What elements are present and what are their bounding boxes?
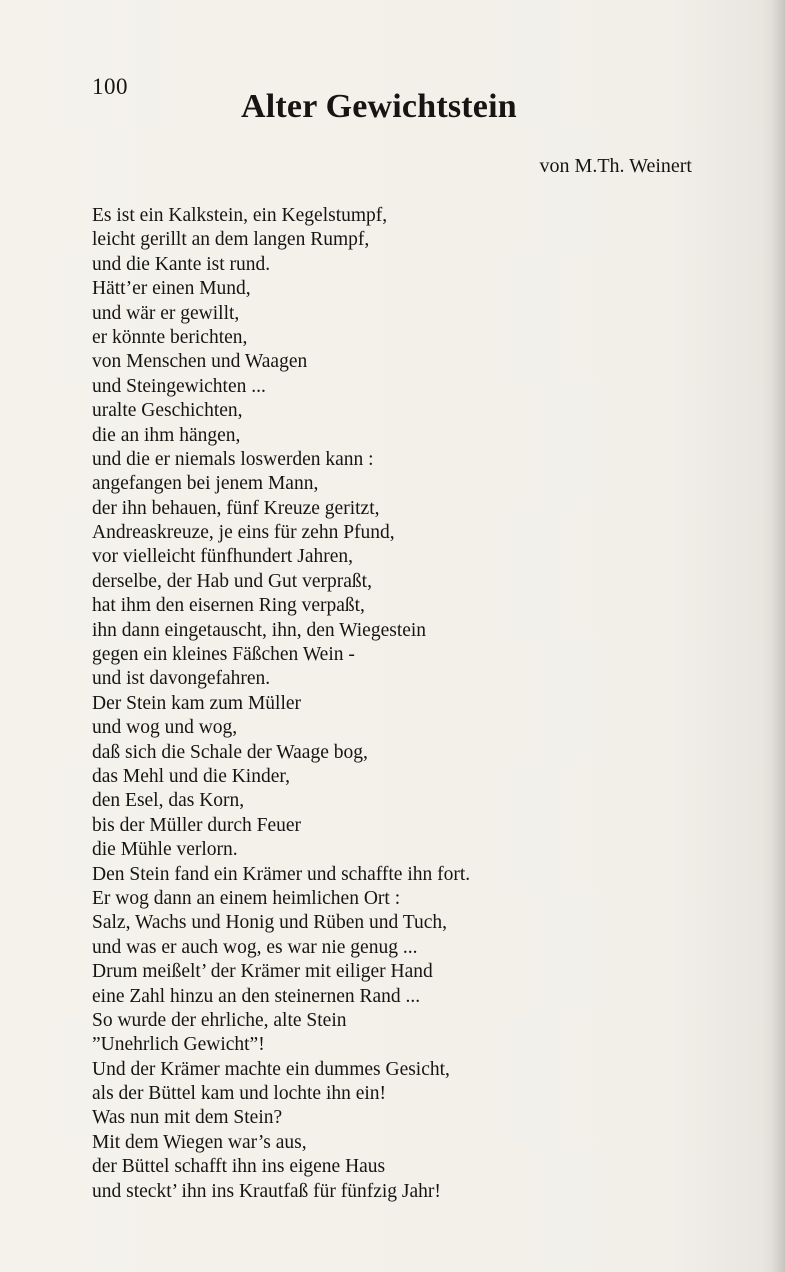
poem-line: die an ihm hängen,: [92, 424, 241, 446]
poem-line: und steckt’ ihn ins Krautfaß für fünfzig Jahr!: [92, 1180, 441, 1202]
poem-line: derselbe, der Hab und Gut verpraßt,: [92, 570, 372, 592]
poem-body: [92, 204, 692, 1204]
poem-line: Den Stein fand ein Krämer und schaffte ihn fort.: [92, 863, 471, 885]
poem-line: der Büttel schafft ihn ins eigene Haus: [92, 1156, 386, 1178]
poem-line: und wog und wog,: [92, 717, 238, 739]
poem-line: daß sich die Schale der Waage bog,: [92, 741, 368, 763]
poem-line: und wär er gewillt,: [92, 302, 240, 324]
poem-line: Es ist ein Kalkstein, ein Kegelstumpf,: [92, 205, 388, 226]
poem-line: die Mühle verlorn.: [92, 839, 238, 861]
poem-line: Hätt’er einen Mund,: [92, 278, 251, 300]
poem-line: uralte Geschichten,: [92, 400, 243, 422]
poem-line: Der Stein kam zum Müller: [92, 692, 302, 714]
poem-line: Salz, Wachs und Honig und Rüben und Tuch,: [92, 912, 448, 934]
poem-line: von Menschen und Waagen: [92, 351, 308, 373]
page-number: 100: [92, 74, 128, 99]
poem-line: den Esel, das Korn,: [92, 790, 245, 812]
poem-line: gegen ein kleines Fäßchen Wein -: [92, 644, 355, 666]
poem-line: Und der Krämer machte ein dummes Gesicht,: [92, 1058, 450, 1080]
poem-line: und die er niemals loswerden kann :: [92, 448, 374, 470]
poem-line: Er wog dann an einem heimlichen Ort :: [92, 887, 401, 909]
poem-line: als der Büttel kam und lochte ihn ein!: [92, 1083, 387, 1105]
poem-line: bis der Müller durch Feuer: [92, 814, 302, 836]
poem-line: der ihn behauen, fünf Kreuze geritzt,: [92, 497, 380, 519]
poem-line: angefangen bei jenem Mann,: [92, 473, 319, 495]
poem-line: vor vielleicht fünfhundert Jahren,: [92, 546, 353, 568]
poem-line: eine Zahl hinzu an den steinernen Rand ...: [92, 985, 421, 1007]
poem-line: Andreaskreuze, je eins für zehn Pfund,: [92, 522, 395, 544]
poem-line: Was nun mit dem Stein?: [92, 1107, 283, 1129]
poem-line: und die Kante ist rund.: [92, 253, 271, 275]
poem-line: leicht gerillt an dem langen Rumpf,: [92, 229, 370, 251]
book-spine-shadow: [771, 0, 785, 1272]
poem-line: So wurde der ehrliche, alte Stein: [92, 1009, 347, 1031]
poem-line: ”Unehrlich Gewicht”!: [92, 1034, 265, 1056]
poem-line: und Steingewichten ...: [92, 375, 266, 397]
poem-title: Alter Gewichtstein: [241, 88, 517, 125]
poem-line: Mit dem Wiegen war’s aus,: [92, 1131, 307, 1153]
poem-line: ihn dann eingetauscht, ihn, den Wiegestein: [92, 619, 427, 641]
poem-line: das Mehl und die Kinder,: [92, 765, 290, 787]
poem-author: von M.Th. Weinert: [539, 155, 692, 177]
poem-line: Drum meißelt’ der Krämer mit eiliger Hand: [92, 961, 433, 983]
poem-line: und ist davongefahren.: [92, 668, 271, 690]
poem-line: und was er auch wog, es war nie genug ...: [92, 936, 418, 958]
poem-line: er könnte berichten,: [92, 326, 248, 348]
poem-line: hat ihm den eisernen Ring verpaßt,: [92, 595, 365, 617]
